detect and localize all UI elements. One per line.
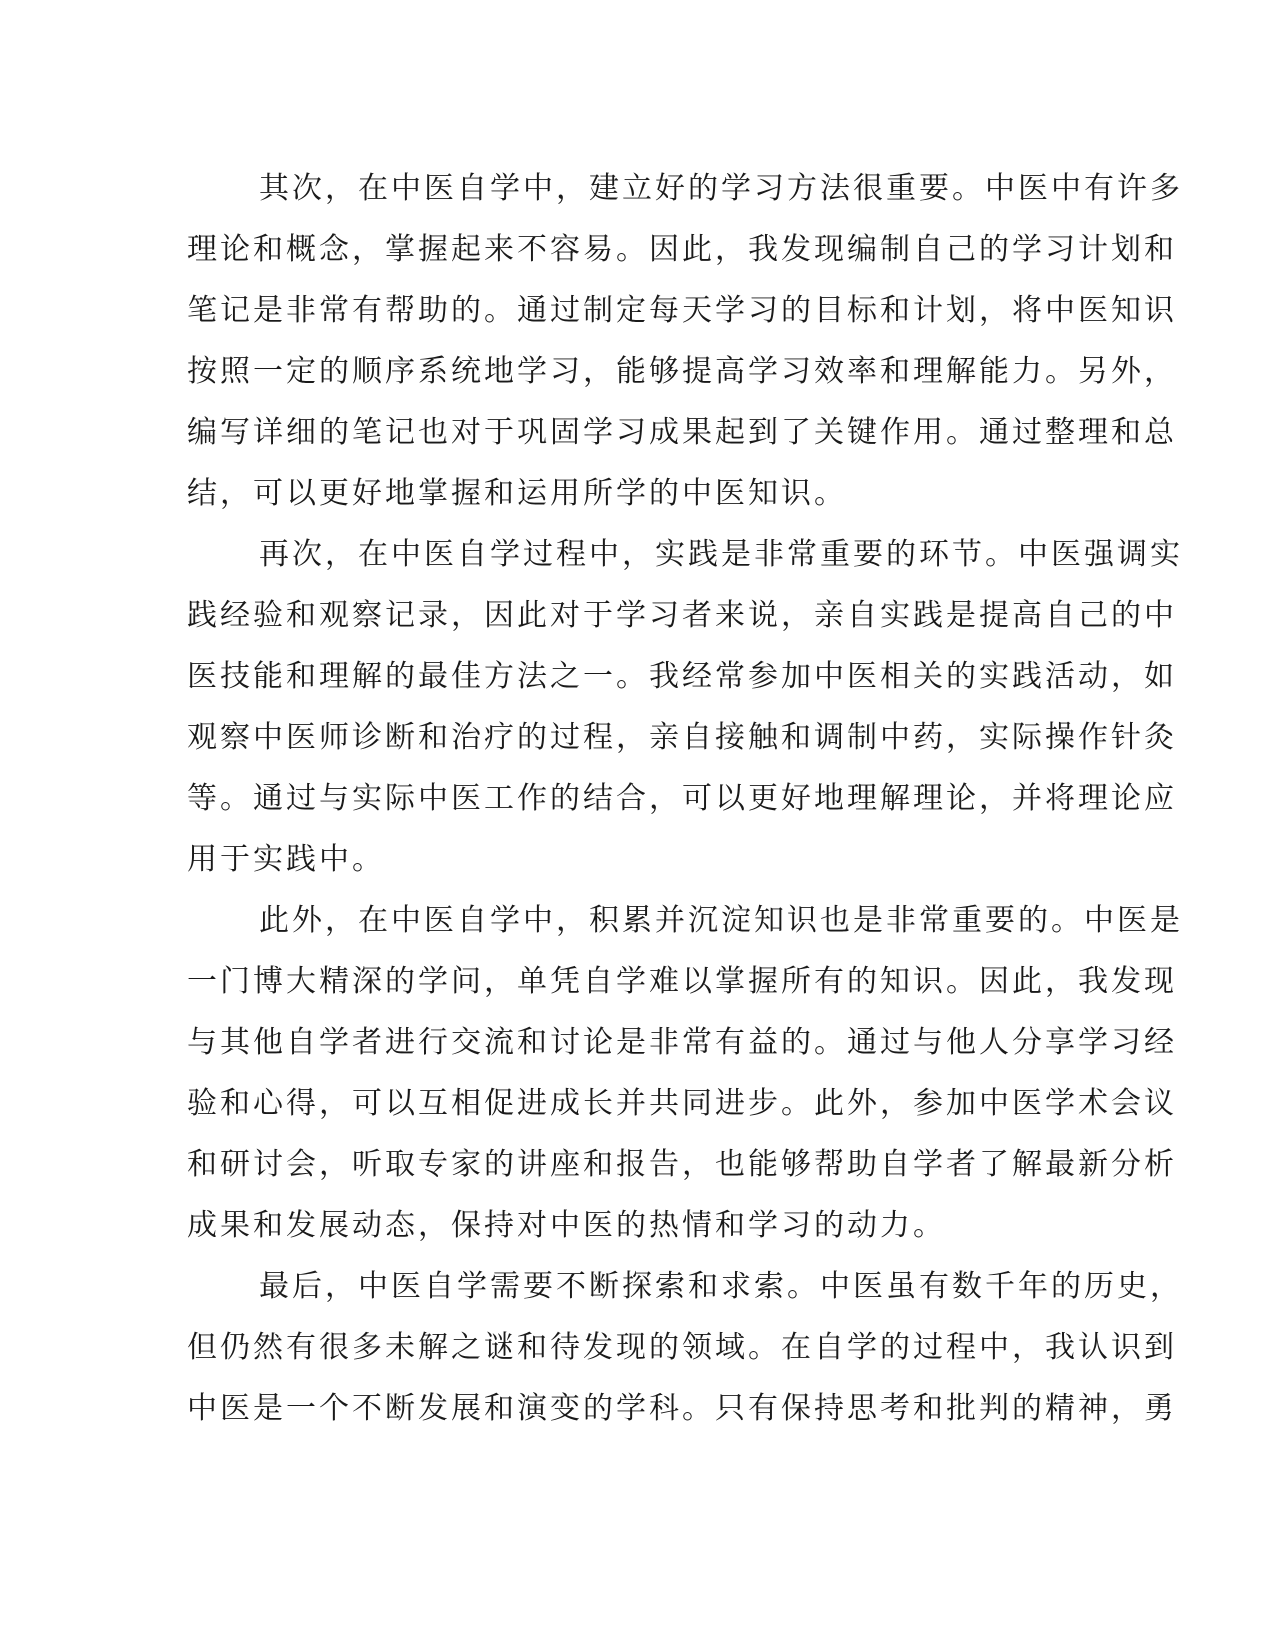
text-line: 其次，在中医自学中，建立好的学习方法很重要。中医中有许多 [259, 171, 1183, 206]
text-line: 理论和概念，掌握起来不容易。因此，我发现编制自己的学习计划和 [187, 232, 1177, 267]
text-line: 验和心得，可以互相促进成长并共同进步。此外，参加中医学术会议 [187, 1086, 1177, 1121]
text-line: 中医是一个不断发展和演变的学科。只有保持思考和批判的精神，勇 [187, 1391, 1177, 1426]
text-line: 践经验和观察记录，因此对于学习者来说，亲自实践是提高自己的中 [187, 598, 1177, 633]
paragraph-2 [187, 524, 1183, 890]
text-line: 等。通过与实际中医工作的结合，可以更好地理解理论，并将理论应 [187, 781, 1177, 816]
text-line: 按照一定的顺序系统地学习，能够提高学习效率和理解能力。另外， [187, 354, 1177, 389]
text-line: 笔记是非常有帮助的。通过制定每天学习的目标和计划，将中医知识 [187, 293, 1177, 328]
document-body [187, 158, 1183, 1439]
paragraph-1 [187, 158, 1183, 524]
text-line: 最后，中医自学需要不断探索和求索。中医虽有数千年的历史， [259, 1269, 1183, 1304]
text-line: 观察中医师诊断和治疗的过程，亲自接触和调制中药，实际操作针灸 [187, 720, 1177, 755]
text-line: 但仍然有很多未解之谜和待发现的领域。在自学的过程中，我认识到 [187, 1330, 1177, 1365]
text-line: 编写详细的笔记也对于巩固学习成果起到了关键作用。通过整理和总 [187, 415, 1177, 450]
text-line: 再次，在中医自学过程中，实践是非常重要的环节。中医强调实 [259, 537, 1183, 572]
text-line: 此外，在中医自学中，积累并沉淀知识也是非常重要的。中医是 [259, 903, 1183, 938]
text-line: 医技能和理解的最佳方法之一。我经常参加中医相关的实践活动，如 [187, 659, 1177, 694]
paragraph-4 [187, 1256, 1183, 1439]
text-line: 用于实践中。 [187, 842, 385, 877]
text-line: 成果和发展动态，保持对中医的热情和学习的动力。 [187, 1208, 946, 1243]
text-line: 结，可以更好地掌握和运用所学的中医知识。 [187, 476, 847, 511]
text-line: 与其他自学者进行交流和讨论是非常有益的。通过与他人分享学习经 [187, 1025, 1177, 1060]
paragraph-3 [187, 890, 1183, 1256]
text-line: 一门博大精深的学问，单凭自学难以掌握所有的知识。因此，我发现 [187, 964, 1177, 999]
text-line: 和研讨会，听取专家的讲座和报告，也能够帮助自学者了解最新分析 [187, 1147, 1177, 1182]
